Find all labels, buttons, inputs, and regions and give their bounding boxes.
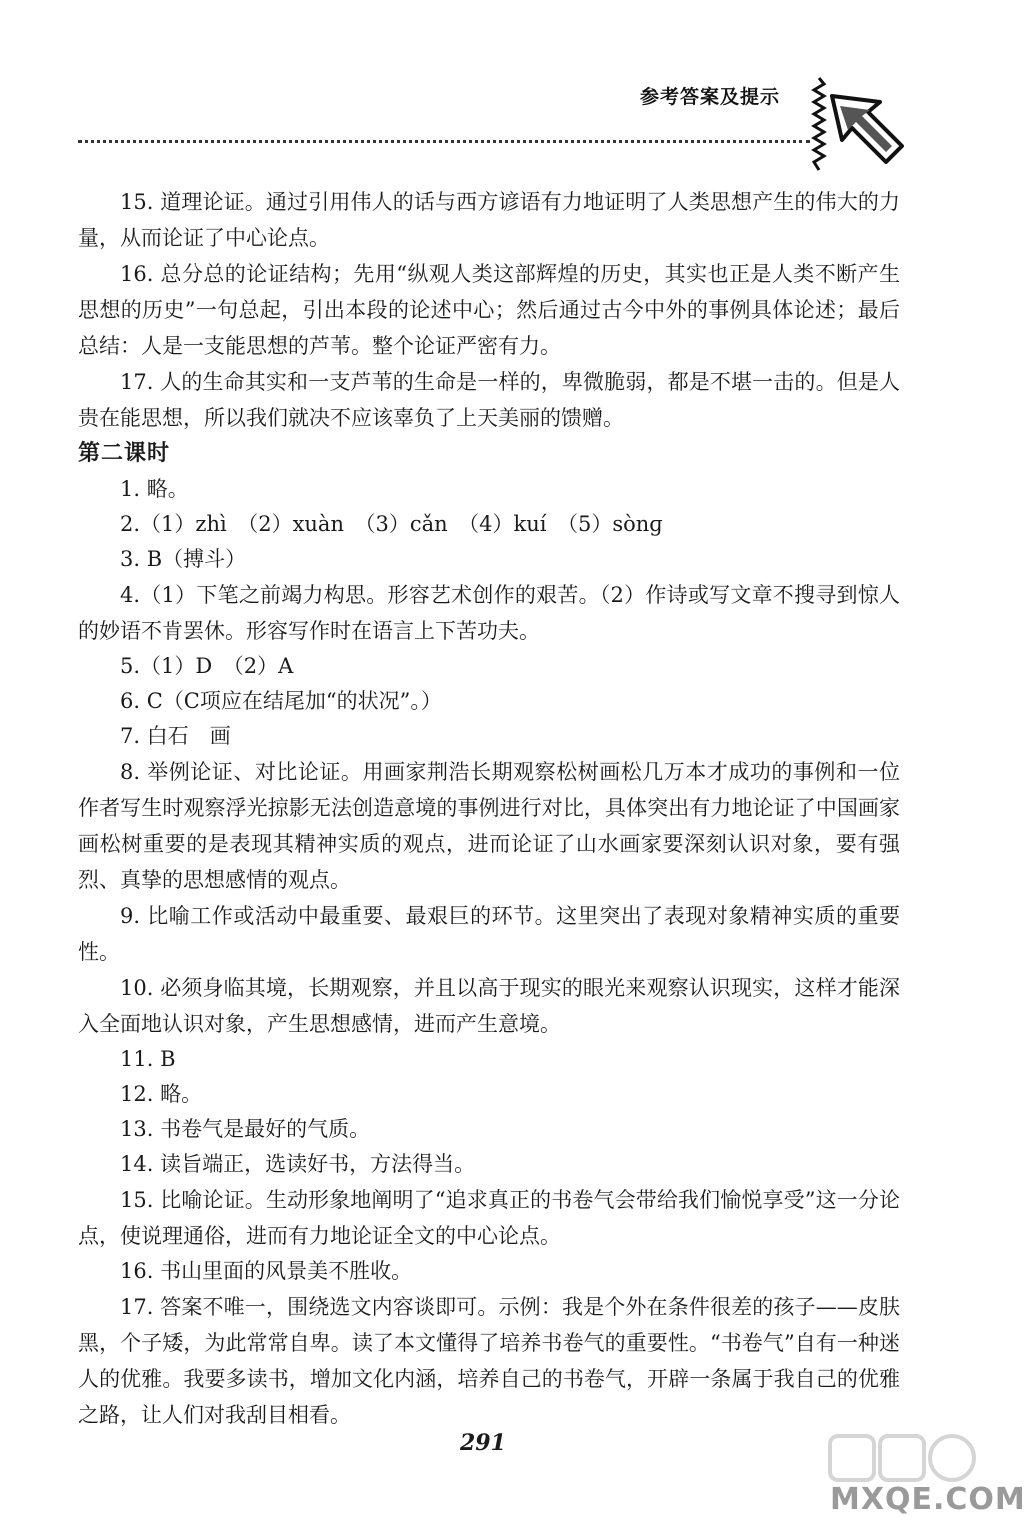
answer-paragraph: 16. 总分总的论证结构；先用“纵观人类这部辉煌的历史，其实也正是人类不断产生思想的历史”一句总起，引出本段的论述中心；然后通过古今中外的事例具体论述；最后总结：人是一支能思想的芦苇。整个论证严密有力。 — [78, 262, 900, 358]
answer-item: 14. 读旨端正，选读好书，方法得当。 — [120, 1152, 476, 1176]
answer-item: 3. B（搏斗） — [120, 547, 247, 571]
answer-item: 11. B — [120, 1047, 176, 1071]
header-title: 参考答案及提示 — [640, 86, 781, 108]
answer-paragraph: 9. 比喻工作或活动中最重要、最艰巨的环节。这里突出了表现对象精神实质的重要性。 — [78, 904, 900, 964]
answer-item: 1. 略。 — [120, 477, 189, 501]
answer-paragraph: 15. 道理论证。通过引用伟人的话与西方谚语有力地证明了人类思想产生的伟大的力量，从而论证了中心论点。 — [78, 190, 900, 250]
answer-item: 7. 白石 画 — [120, 724, 231, 748]
zigzag-ornament-icon — [812, 78, 826, 170]
answer-item: 5.（1）D （2）A — [120, 654, 294, 678]
arrow-up-left-icon — [826, 90, 906, 170]
answer-item: 12. 略。 — [120, 1082, 203, 1106]
page-number: 291 — [460, 1430, 506, 1456]
answer-paragraph: 17. 人的生命其实和一支芦苇的生命是一样的，卑微脆弱，都是不堪一击的。但是人贵在能思想，所以我们就决不应该辜负了上天美丽的馈赠。 — [78, 370, 900, 430]
answer-paragraph: 17. 答案不唯一，围绕选文内容谈即可。示例：我是个外在条件很差的孩子——皮肤黑，个子矮，为此常常自卑。读了本文懂得了培养书卷气的重要性。“书卷气”自有一种迷人的优雅。我要多读书，增加文化内涵，培养自己的书卷气，开辟一条属于我自己的优雅之路，让人们对我刮目相看。 — [78, 1295, 900, 1427]
answer-content — [78, 184, 900, 1433]
section-heading: 第二课时 — [78, 441, 171, 466]
answer-paragraph: 8. 举例论证、对比论证。用画家荆浩长期观察松树画松几万本才成功的事例和一位作者写生时观察浮光掠影无法创造意境的事例进行对比，具体突出有力地论证了中国画家画松树重要的是表现其精神实质的观点，进而论证了山水画家要深刻认识对象，要有强烈、真挚的思想感情的观点。 — [78, 760, 900, 892]
header-divider — [78, 140, 810, 143]
answer-item: 13. 书卷气是最好的气质。 — [120, 1117, 371, 1141]
answer-item: 16. 书山里面的风景美不胜收。 — [120, 1259, 413, 1283]
answer-item: 6. C（C项应在结尾加“的状况”。） — [120, 689, 442, 713]
answer-paragraph: 15. 比喻论证。生动形象地阐明了“追求真正的书卷气会带给我们愉悦享受”这一分论点，使说理通俗，进而有力地论证全文的中心论点。 — [78, 1188, 900, 1248]
watermark-logo-icon — [828, 1432, 978, 1484]
answer-paragraph: 4.（1）下笔之前竭力构思。形容艺术创作的艰苦。（2）作诗或写文章不搜寻到惊人的妙语不肯罢休。形容写作时在语言上下苦功夫。 — [78, 583, 900, 643]
watermark-text: MXQE.COM — [830, 1482, 1026, 1517]
answer-item: 2.（1）zhì （2）xuàn （3）cǎn （4）kuí （5）sònɡ — [120, 512, 663, 536]
answer-paragraph: 10. 必须身临其境，长期观察，并且以高于现实的眼光来观察认识现实，这样才能深入全面地认识对象，产生思想感情，进而产生意境。 — [78, 976, 900, 1036]
